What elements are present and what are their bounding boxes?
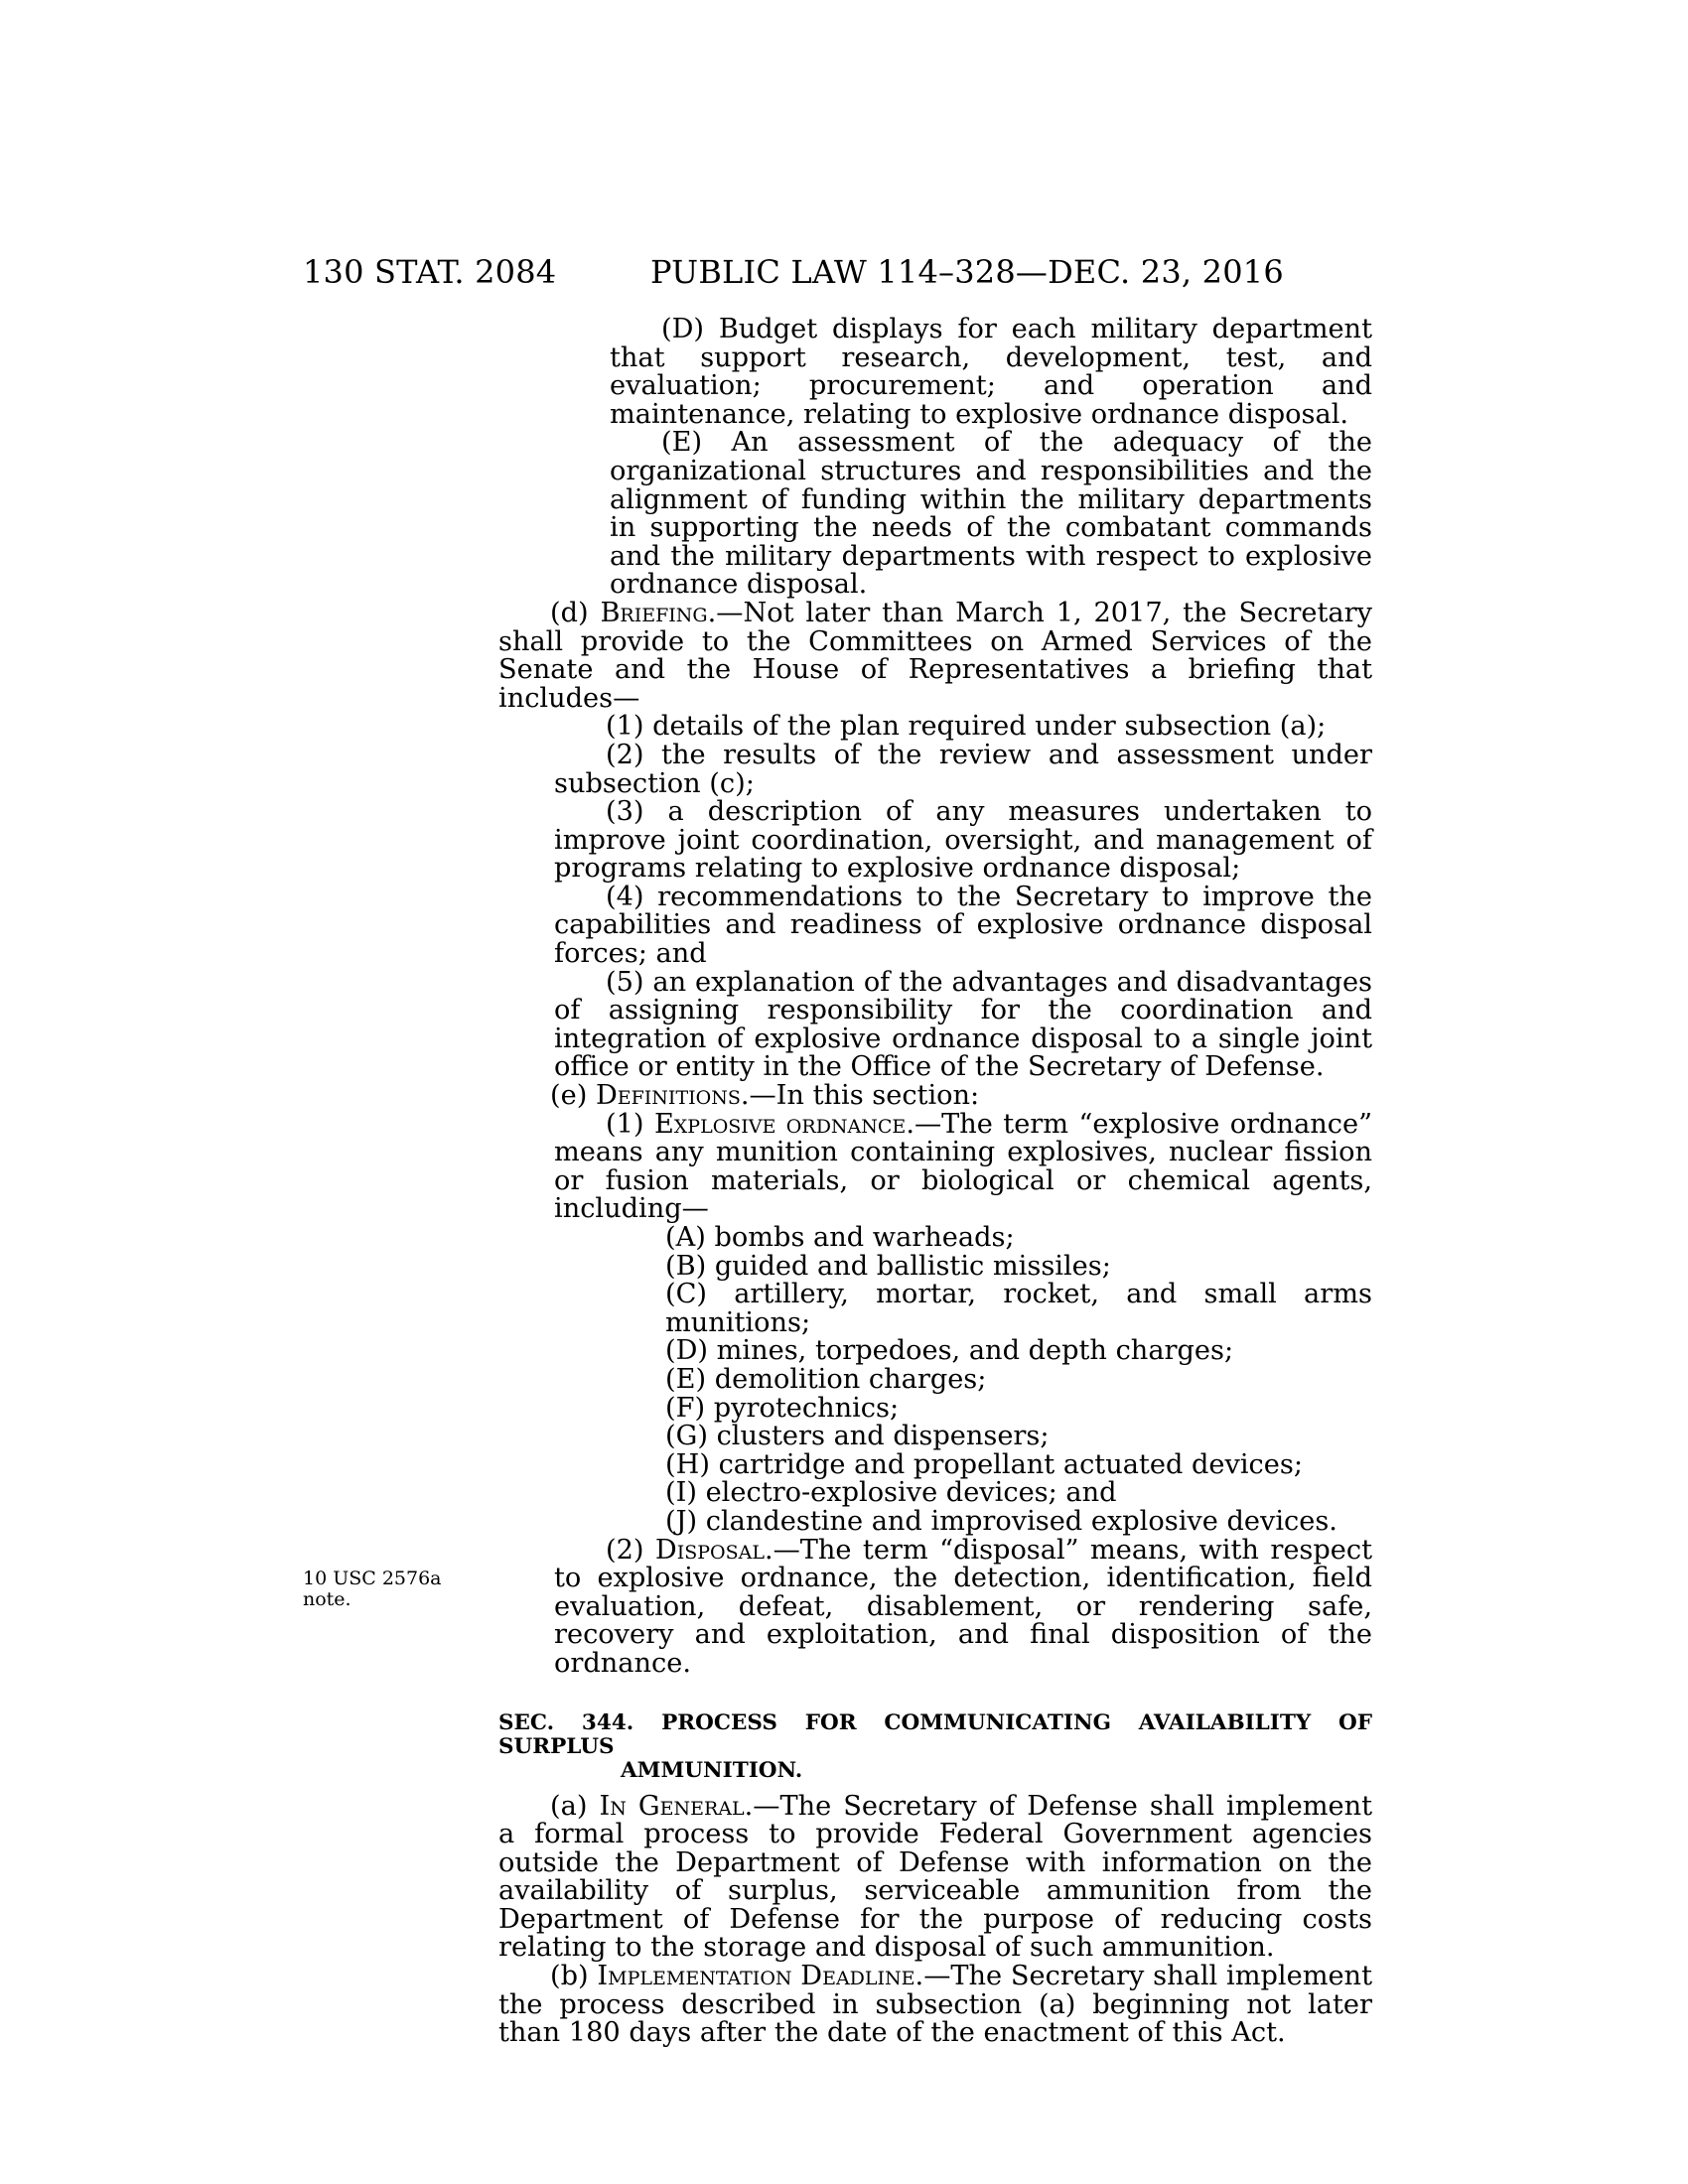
section-b-heading: Implementation Deadline — [597, 1961, 915, 1992]
definition-2-label: (2) — [606, 1534, 655, 1566]
section-heading-line2: AMMUNITION. — [621, 1757, 803, 1783]
subsection-d-heading: Briefing — [600, 597, 708, 628]
subsection-e-heading: Definitions — [595, 1080, 741, 1112]
list-item-e1a: (A) bombs and warheads; — [665, 1222, 1015, 1253]
paragraph-item-e: (E) An assessment of the adequacy of the organizational structures and responsibilities and the alignment of funding within the military departments in supporting the needs of the combatant commands and the military departments with respect to explosive ordnance disposal. — [610, 427, 1372, 601]
section-a-text: .—The Secretary of Defense shall implement a formal process to provide Federal Government agencies outside the Department of Defense with information on the availability of surplus, serviceable ammunition from the Department of Defense for the purpose of reducing costs relating to the storage and disposal of such ammunition. — [498, 1790, 1372, 1964]
definition-2-heading: Disposal — [654, 1534, 765, 1566]
margin-citation-note — [303, 1569, 442, 1610]
definition-1-text: .—The term “explosive ordnance” means any munition containing explosives, nuclear fission or fusion materials, or biological or chemical agents, including— — [554, 1108, 1372, 1225]
subsection-d-label: (d) — [550, 597, 601, 628]
section-subsection-a — [498, 1790, 1372, 1964]
list-item-d5: (5) an explanation of the advantages and disadvantages of assigning responsibility for the coordination and integration of explosive ordnance disposal to a single joint office or entity in the Office of the Secretary of Defense. — [554, 966, 1372, 1083]
subsection-e — [498, 1082, 1372, 1111]
definition-disposal — [498, 1534, 1373, 1679]
definition-1-label: (1) — [606, 1108, 654, 1140]
list-item-e1f: (F) pyrotechnics; — [665, 1392, 900, 1424]
list-item-e1g: (G) clusters and dispensers; — [665, 1421, 1050, 1452]
body-text-column — [498, 316, 1372, 2048]
section-heading — [498, 1711, 1372, 1783]
list-item-d3: (3) a description of any measures undertaken to improve joint coordination, oversight, and management of programs relating to explosive ordnance disposal; — [554, 796, 1372, 885]
definition-explosive-ordnance — [498, 1108, 1372, 1225]
subsection-d-text: .—Not later than March 1, 2017, the Secretary shall provide to the Committees on Armed Services of the Senate and the House of Representatives a briefing that includes— — [498, 597, 1372, 714]
list-item-e1i: (I) electro-explosive devices; and — [665, 1477, 1117, 1509]
section-heading-line1: SEC. 344. PROCESS FOR COMMUNICATING AVAILABILITY OF SURPLUS — [498, 1709, 1372, 1759]
list-item-d2: (2) the results of the review and assessment under subsection (c); — [554, 739, 1372, 799]
list-item-e1e: (E) demolition charges; — [665, 1363, 987, 1395]
section-b-text: .—The Secretary shall implement the process described in subsection (a) beginning not later than 180 days after the date of the enactment of this Act. — [498, 1961, 1372, 2049]
list-item-e1c: (C) artillery, mortar, rocket, and small arms munitions; — [665, 1279, 1372, 1338]
list-item-e1j: (J) clandestine and improvised explosive devices. — [665, 1505, 1337, 1537]
definition-1-heading: Explosive ordnance — [653, 1108, 907, 1140]
list-item-e1b: (B) guided and ballistic missiles; — [665, 1250, 1111, 1282]
margin-note-line2: note. — [303, 1588, 352, 1610]
definition-2-text: .—The term “disposal” means, with respect to explosive ordnance, the detection, identification, field evaluation, defeat, disablement, or rendering safe, recovery and exploitation, and final disposition of the ordnance. — [554, 1534, 1373, 1679]
subsection-d — [498, 597, 1372, 714]
list-item-d1: (1) details of the plan required under subsection (a); — [606, 711, 1327, 743]
section-b-label: (b) — [550, 1961, 598, 1992]
margin-note-line1: 10 USC 2576a — [303, 1568, 442, 1589]
page-reference: 130 STAT. 2084 — [303, 253, 557, 291]
list-item-e1d: (D) mines, torpedoes, and depth charges; — [665, 1335, 1234, 1367]
list-item-d4: (4) recommendations to the Secretary to improve the capabilities and readiness of explosive ordnance disposal forces; and — [554, 881, 1372, 970]
subsection-e-text: .—In this section: — [740, 1080, 980, 1112]
section-a-label: (a) — [550, 1790, 600, 1822]
subsection-e-label: (e) — [550, 1080, 596, 1112]
page-title: PUBLIC LAW 114–328—DEC. 23, 2016 — [650, 253, 1284, 291]
list-item-e1h: (H) cartridge and propellant actuated devices; — [665, 1448, 1303, 1480]
section-a-heading: In General — [599, 1790, 745, 1822]
paragraph-item-d: (D) Budget displays for each military department that support research, development, test, and evaluation; procurement; and operation and maintenance, relating to explosive ordnance disposal. — [610, 314, 1372, 430]
section-subsection-b — [498, 1963, 1372, 2048]
